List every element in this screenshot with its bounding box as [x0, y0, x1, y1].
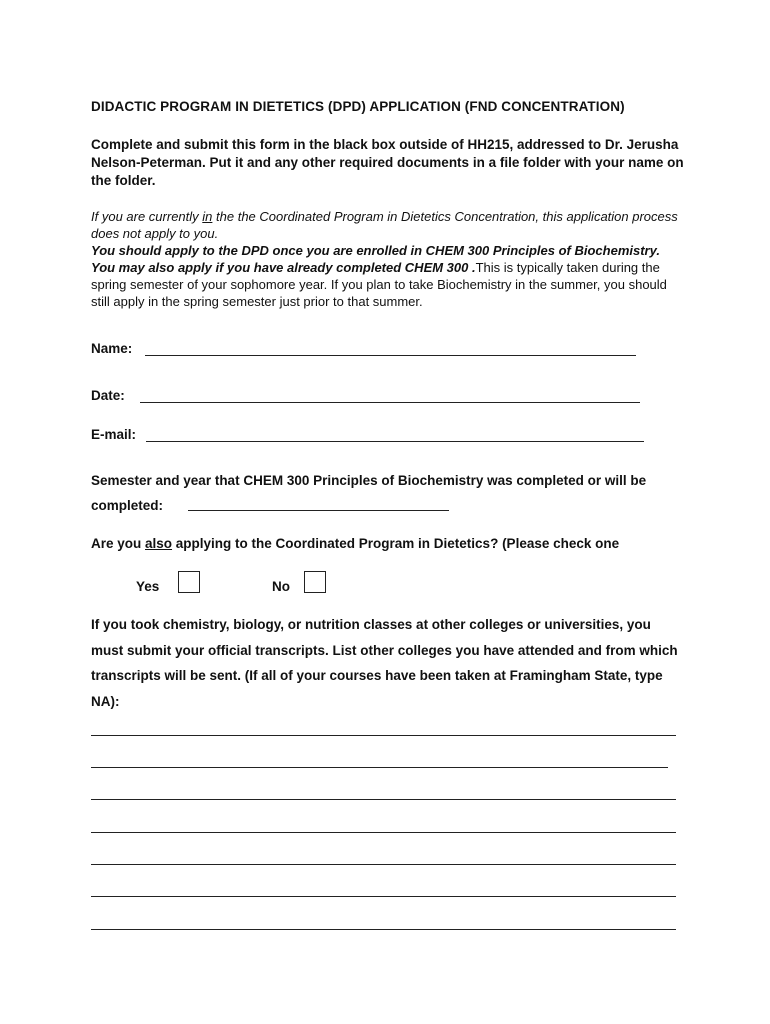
no-checkbox[interactable] [304, 571, 326, 593]
college-answer-line[interactable] [91, 896, 676, 897]
email-field[interactable] [146, 441, 644, 442]
transcripts-question: If you took chemistry, biology, or nutrition classes at other colleges or universities, you must submit your official transcripts. List other colleges you have attended and from which transcripts will be sent. (If all of your courses have been taken at Framingham State, type NA): [91, 617, 678, 709]
email-label: E-mail: [91, 427, 137, 442]
eligibility-notice [91, 208, 681, 310]
submission-instructions: Complete and submit this form in the black box outside of HH215, addressed to Dr. Jerusha Nelson-Peterman. Put it and any other required documents in a file folder with your name on the folder. [91, 137, 684, 188]
yes-checkbox[interactable] [178, 571, 200, 593]
cp-question-after: applying to the Coordinated Program in Dietetics? (Please check one [172, 536, 620, 551]
notice-italic-b: the the Coordinated Program in Dietetics Concentration, this application process does not apply to you. [91, 209, 678, 241]
cp-question [91, 536, 619, 551]
notice-italic-a: If you are currently [91, 209, 203, 224]
college-answer-line[interactable] [91, 735, 676, 736]
name-label: Name: [91, 341, 133, 356]
notice-bold-italic: You should apply to the DPD once you are enrolled in CHEM 300 Principles of Biochemistry. You may also apply if you have already completed CHEM 300 . [91, 243, 660, 275]
notice-italic-in: in [202, 209, 213, 224]
notice-plain: This is typically taken during the spring semester of your sophomore year. If you plan to take Biochemistry in the summer, you should still apply in the spring semester just prior to that summer. [91, 260, 667, 309]
form-title: DIDACTIC PROGRAM IN DIETETICS (DPD) APPLICATION (FND CONCENTRATION) [91, 99, 625, 114]
college-answer-line[interactable] [91, 929, 676, 930]
college-answer-line[interactable] [91, 832, 676, 833]
semester-question-line-2: completed: [91, 498, 164, 513]
date-label: Date: [91, 388, 125, 403]
college-answer-line[interactable] [91, 864, 676, 865]
no-label: No [272, 579, 290, 594]
yes-label: Yes [136, 579, 160, 594]
name-field[interactable] [145, 355, 636, 356]
cp-question-underlined: also [145, 536, 173, 551]
cp-question-before: Are you [91, 536, 146, 551]
college-answer-line[interactable] [91, 799, 676, 800]
semester-field[interactable] [188, 510, 449, 511]
college-answer-line[interactable] [91, 767, 668, 768]
date-field[interactable] [140, 402, 640, 403]
semester-question-line-1: Semester and year that CHEM 300 Principles of Biochemistry was completed or will be [91, 473, 647, 488]
